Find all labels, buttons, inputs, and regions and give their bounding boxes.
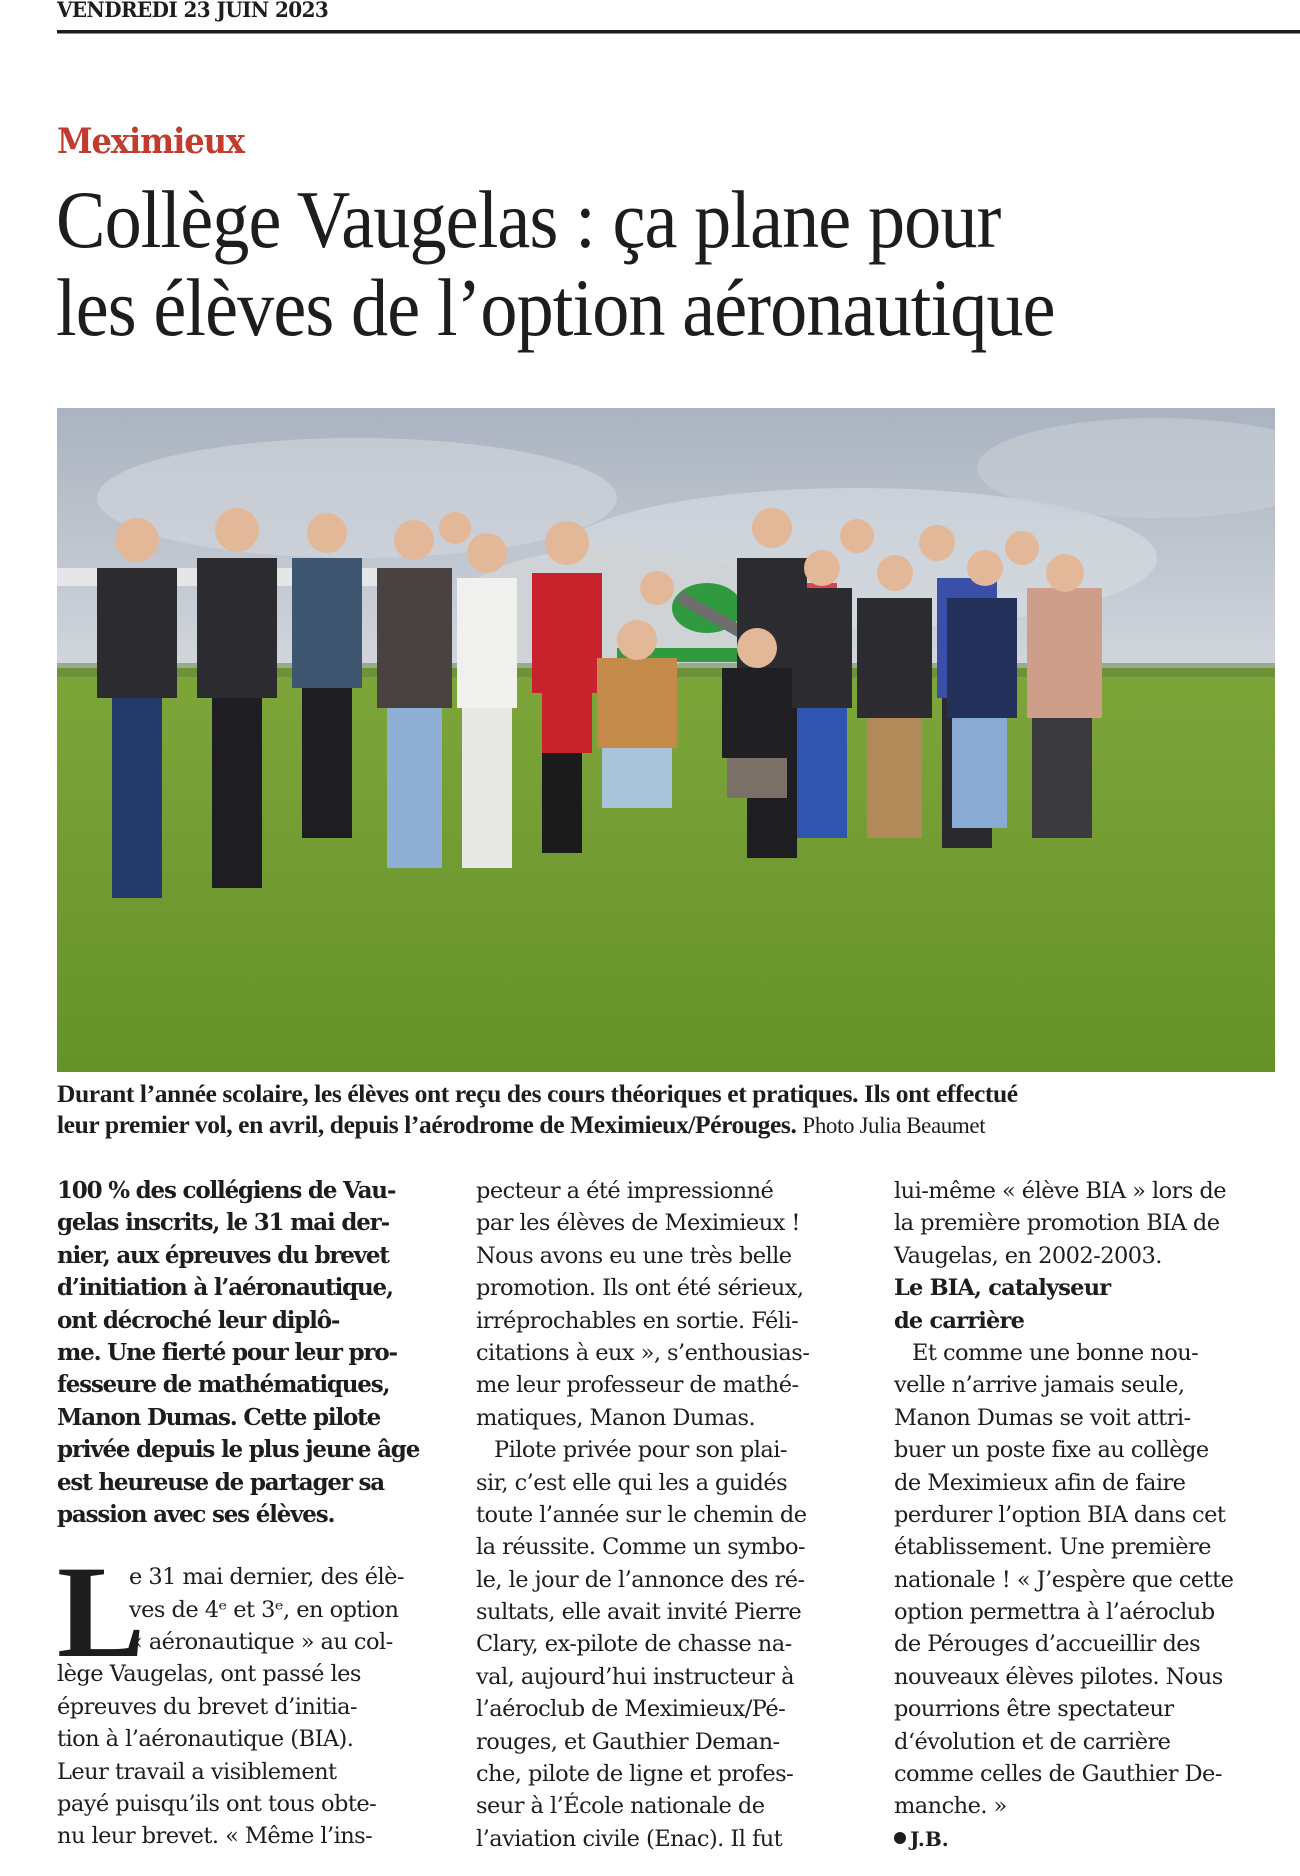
- body-line: Leur travail a visiblement: [57, 1758, 337, 1785]
- lead-line: ont décroché leur diplô-: [57, 1306, 340, 1334]
- signature-text: J.B.: [910, 1826, 949, 1851]
- article-column-3: [894, 1175, 1292, 1855]
- body-line: établissement. Une première: [894, 1534, 1211, 1561]
- lead-line: d’initiation à l’aéronautique,: [57, 1274, 393, 1302]
- body-line: Pilote privée pour son plai-: [494, 1437, 787, 1464]
- body-line: irréprochables en sortie. Féli-: [476, 1307, 799, 1334]
- lead-line: 100 % des collégiens de Vau-: [57, 1177, 396, 1204]
- subheading-line: Le BIA, catalyseur: [894, 1275, 1111, 1302]
- body-line: me leur professeur de mathé-: [476, 1372, 799, 1399]
- group-photo-airfield-icon: [57, 408, 1275, 1072]
- bullet-icon: [894, 1832, 906, 1844]
- headline-line: les élèves de l’option aéronautique: [56, 262, 1055, 353]
- body-line: Et comme une bonne nou-: [912, 1339, 1199, 1366]
- lead-paragraph: [57, 1175, 455, 1531]
- article-column-1: [57, 1175, 455, 1853]
- body-line: option permettra à l’aéroclub: [894, 1599, 1215, 1626]
- lead-line: me. Une fierté pour leur pro-: [57, 1338, 397, 1366]
- body-line: e 31 mai dernier, des élè-: [129, 1564, 404, 1591]
- body-line: l’aéroclub de Meximieux/Pé-: [476, 1696, 786, 1723]
- body-line: nu leur brevet. « Même l’ins-: [57, 1823, 373, 1850]
- body-line: Clary, ex-pilote de chasse na-: [476, 1631, 792, 1658]
- subheading-line: de carrière: [894, 1307, 1025, 1334]
- caption-line: leur premier vol, en avril, depuis l’aérodrome de Meximieux/Pérouges.: [57, 1110, 797, 1139]
- body-line: citations à eux », s’enthousias-: [476, 1339, 810, 1366]
- subheading: [894, 1272, 1292, 1337]
- photo-credit: Photo Julia Beaumet: [802, 1113, 986, 1138]
- body-line: toute l’année sur le chemin de: [476, 1501, 807, 1528]
- body-line: sir, c’est elle qui les a guidés: [476, 1469, 788, 1496]
- body-line: seur à l’École nationale de: [476, 1793, 765, 1820]
- article-column-2: [476, 1175, 874, 1855]
- caption-line: Durant l’année scolaire, les élèves ont reçu des cours théoriques et pratiques. Ils ont effectué: [57, 1079, 1018, 1108]
- body-paragraph: [57, 1538, 455, 1853]
- body-line: manche. »: [894, 1793, 1007, 1820]
- headline: [56, 176, 1055, 352]
- lead-line: passion avec ses élèves.: [57, 1500, 335, 1528]
- body-line: la première promotion BIA de: [894, 1210, 1220, 1237]
- body-line: che, pilote de ligne et profes-: [476, 1761, 794, 1788]
- body-line: pecteur a été impressionné: [476, 1178, 774, 1204]
- body-line: sultats, elle avait invité Pierre: [476, 1599, 802, 1626]
- body-line: ves de 4ᵉ et 3ᵉ, en option: [129, 1596, 399, 1623]
- body-line: perdurer l’option BIA dans cet: [894, 1501, 1226, 1528]
- body-line: matiques, Manon Dumas.: [476, 1404, 756, 1431]
- headline-line: Collège Vaugelas : ça plane pour: [56, 174, 1001, 265]
- body-line: velle n’arrive jamais seule,: [894, 1372, 1185, 1399]
- body-line: Vaugelas, en 2002-2003.: [894, 1242, 1162, 1269]
- lead-line: nier, aux épreuves du brevet: [57, 1241, 389, 1269]
- body-line: l’aviation civile (Enac). Il fut: [476, 1825, 783, 1852]
- section-kicker: Meximieux: [57, 121, 245, 162]
- body-line: de Pérouges d’accueillir des: [894, 1631, 1201, 1658]
- body-line: promotion. Ils ont été sérieux,: [476, 1275, 804, 1302]
- body-line: lui-même « élève BIA » lors de: [894, 1178, 1227, 1204]
- body-line: lège Vaugelas, ont passé les: [57, 1661, 361, 1688]
- body-line: comme celles de Gauthier De-: [894, 1761, 1222, 1788]
- body-line: « aéronautique » au col-: [129, 1629, 393, 1656]
- body-line: tion à l’aéronautique (BIA).: [57, 1726, 354, 1753]
- lead-line: privée depuis le plus jeune âge: [57, 1436, 420, 1464]
- body-line: de Meximieux afin de faire: [894, 1469, 1186, 1496]
- body-line: buer un poste fixe au collège: [894, 1437, 1209, 1464]
- body-line: rouges, et Gauthier Deman-: [476, 1728, 780, 1755]
- drop-cap: L: [57, 1538, 146, 1686]
- body-line: Nous avons eu une très belle: [476, 1242, 792, 1269]
- author-signature: [894, 1823, 1292, 1855]
- body-line: nationale ! « J’espère que cette: [894, 1566, 1234, 1593]
- body-line: val, aujourd’hui instructeur à: [476, 1663, 794, 1690]
- body-line: nouveaux élèves pilotes. Nous: [894, 1663, 1223, 1690]
- lead-line: gelas inscrits, le 31 mai der-: [57, 1209, 389, 1237]
- body-line: d‘évolution et de carrière: [894, 1728, 1171, 1755]
- body-line: payé puisqu’ils ont tous obte-: [57, 1791, 377, 1818]
- article-photo: [57, 408, 1275, 1072]
- lead-line: Manon Dumas. Cette pilote: [57, 1403, 381, 1431]
- body-line: la réussite. Comme un symbo-: [476, 1534, 806, 1561]
- lead-line: fesseure de mathématiques,: [57, 1371, 390, 1399]
- header-rule: [57, 30, 1300, 34]
- body-line: le, le jour de l’annonce des ré-: [476, 1566, 805, 1593]
- body-line: pourrions être spectateur: [894, 1696, 1174, 1723]
- body-line: par les élèves de Meximieux !: [476, 1210, 800, 1237]
- edition-date: VENDREDI 23 JUIN 2023: [57, 0, 329, 22]
- body-line: Manon Dumas se voit attri-: [894, 1404, 1191, 1431]
- photo-caption: [57, 1078, 1287, 1141]
- lead-line: est heureuse de partager sa: [57, 1468, 384, 1496]
- body-line: épreuves du brevet d’initia-: [57, 1693, 358, 1720]
